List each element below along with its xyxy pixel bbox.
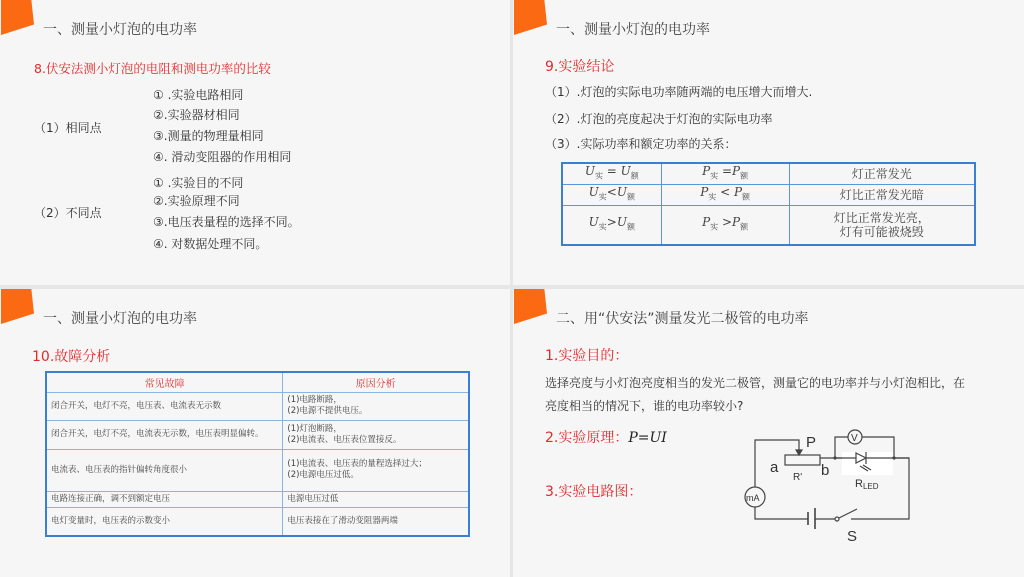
orange-corner-decoration <box>514 0 547 35</box>
text: U <box>616 215 627 230</box>
orange-corner-decoration <box>514 289 547 324</box>
diff-item: ① .实验目的不同 <box>153 176 244 190</box>
label-a: a <box>770 459 779 476</box>
text: 实 <box>598 192 607 202</box>
text: (2)电流表、电压表位置接反。 <box>287 434 402 445</box>
text: 灯比正常发光亮， <box>833 210 930 225</box>
text: 额 <box>630 171 639 181</box>
brightness-result <box>789 163 975 184</box>
diff-item: ④. 对数据处理不同。 <box>153 237 268 251</box>
text: 额 <box>742 192 751 202</box>
label-v: V <box>851 433 858 444</box>
voltage-relation <box>562 163 661 184</box>
fault-cell: 电路连接正确，调不到额定电压 <box>46 491 283 507</box>
text: 额 <box>626 192 635 202</box>
label-rled-sub: LED <box>862 482 879 491</box>
text: 额 <box>740 222 749 232</box>
text: 额 <box>740 171 749 181</box>
purpose-heading: 1.实验目的： <box>545 348 629 364</box>
power-relation-table <box>561 162 976 246</box>
cause-cell <box>283 507 469 536</box>
brightness-result <box>789 184 975 205</box>
slide-title: 一、测量小灯泡的电功率 <box>43 311 197 327</box>
fault-cell: 闭合开关，电灯不亮，电流表无示数，电压表明显偏转。 <box>46 420 283 449</box>
diff-item: ③.电压表量程的选择不同。 <box>153 215 300 229</box>
cause-cell <box>283 392 469 420</box>
text: 实 <box>594 171 603 181</box>
diff-label: （2）不同点 <box>34 206 102 220</box>
column-header-cause: 原因分析 <box>283 372 469 392</box>
principle-heading <box>545 427 667 447</box>
text: P <box>700 184 709 199</box>
same-item: ④. 滑动变阻器的作用相同 <box>153 150 292 164</box>
text: 实 <box>710 222 719 232</box>
slide-comparison <box>0 0 510 285</box>
text: > <box>718 215 733 230</box>
voltage-relation <box>562 184 661 205</box>
text: > <box>606 215 617 230</box>
text: 电源电压过低 <box>287 493 339 504</box>
cause-cell <box>283 491 469 507</box>
text: 实 <box>708 192 717 202</box>
text: 灯有可能被烧毁 <box>839 224 924 239</box>
text: P <box>702 215 711 230</box>
text: = <box>602 164 621 179</box>
conclusion-line: （1）.灯泡的实际电功率随两端的电压增大而增大. <box>545 85 813 99</box>
power-relation <box>661 163 789 184</box>
orange-corner-decoration <box>1 0 34 35</box>
text: < <box>716 184 734 199</box>
fault-cell: 电灯变量时，电压表的示数变小 <box>46 507 283 536</box>
circuit-diagram <box>738 419 918 544</box>
table-row <box>46 507 469 536</box>
same-item: ① .实验电路相同 <box>153 88 244 102</box>
fault-cell: 闭合开关，电灯不亮，电压表、电流表无示数 <box>46 392 283 420</box>
orange-corner-decoration <box>1 289 34 324</box>
slide-title: 一、测量小灯泡的电功率 <box>556 22 710 38</box>
fault-cell: 电流表、电压表的指针偏转角度很小 <box>46 449 283 491</box>
switch-blade <box>839 509 857 518</box>
slide-title: 二、用“伏安法”测量发光二极管的电功率 <box>556 311 809 327</box>
purpose-text: 选择亮度与小灯泡亮度相当的发光二极管，测量它的电功率并与小灯泡相比，在 <box>545 376 966 390</box>
text: U <box>616 184 627 199</box>
text: 实 <box>598 222 607 232</box>
label-b: b <box>821 462 830 479</box>
fault-table <box>45 371 470 537</box>
text: U <box>588 215 599 230</box>
text: (2)电源电压过低。 <box>287 470 359 480</box>
slide-fault-analysis <box>0 289 510 577</box>
text: 灯比正常发光暗 <box>839 187 924 202</box>
circuit-heading: 3.实验电路图： <box>545 484 643 500</box>
switch-pivot <box>835 517 839 521</box>
svg-text:RLED <box>855 478 879 491</box>
same-item: ②.实验器材相同 <box>153 108 240 122</box>
table-row <box>46 491 469 507</box>
section-heading: 8.伏安法测小灯泡的电阻和测电功率的比较 <box>34 61 271 76</box>
label-rled: R <box>855 478 863 490</box>
rheostat <box>785 455 820 465</box>
table-row <box>562 184 975 205</box>
voltage-relation <box>562 205 661 245</box>
label-p: P <box>806 434 817 451</box>
text: (1)灯泡断路， <box>287 423 342 434</box>
text: U <box>584 164 595 179</box>
table-row <box>46 449 469 491</box>
text: 电压表接在了滑动变阻器两端 <box>287 515 398 526</box>
section-heading: 10.故障分析 <box>32 349 111 365</box>
slide-led-power <box>513 289 1024 577</box>
table-row <box>562 163 975 184</box>
label-ma: mA <box>746 493 760 503</box>
slide-conclusion <box>513 0 1024 285</box>
same-item: ③.测量的物理量相同 <box>153 129 264 143</box>
text: 实 <box>710 171 719 181</box>
text: U <box>620 164 631 179</box>
text: (1)电路断路， <box>287 395 342 405</box>
cause-cell <box>283 449 469 491</box>
table-row <box>562 205 975 245</box>
conclusion-line: （3）.实际功率和额定功率的关系： <box>545 137 737 151</box>
led-box <box>842 452 893 475</box>
label-r-prime: R' <box>793 472 803 483</box>
formula: P=UI <box>628 430 667 446</box>
column-header-fault: 常见故障 <box>46 372 283 392</box>
text: (1)电流表、电压表的量程选择过大； <box>287 459 427 469</box>
table-row <box>46 420 469 449</box>
slide-title: 一、测量小灯泡的电功率 <box>43 22 197 38</box>
text: P <box>732 164 741 179</box>
text: = <box>718 164 733 179</box>
text: 额 <box>626 222 635 232</box>
label-s: S <box>847 528 858 544</box>
battery <box>808 508 815 529</box>
wire <box>755 507 835 519</box>
text: P <box>702 164 711 179</box>
text: (2)电源不提供电压。 <box>287 406 368 416</box>
power-relation <box>661 205 789 245</box>
text: P <box>733 184 743 199</box>
text: P <box>732 215 741 230</box>
text: < <box>606 184 617 199</box>
brightness-result <box>789 205 975 245</box>
diff-item: ②.实验原理不同 <box>153 194 240 208</box>
principle-label: 2.实验原理： <box>545 430 629 446</box>
table-row <box>46 392 469 420</box>
text: 灯正常发光 <box>851 166 912 181</box>
power-relation <box>661 184 789 205</box>
cause-cell <box>283 420 469 449</box>
text: U <box>588 184 599 199</box>
conclusion-line: （2）.灯泡的亮度起决于灯泡的实际电功率 <box>545 112 773 126</box>
section-heading: 9.实验结论 <box>545 59 615 75</box>
slider-arrow <box>796 450 802 455</box>
same-label: （1）相同点 <box>34 121 102 135</box>
purpose-text: 亮度相当的情况下，谁的电功率较小? <box>545 399 744 413</box>
